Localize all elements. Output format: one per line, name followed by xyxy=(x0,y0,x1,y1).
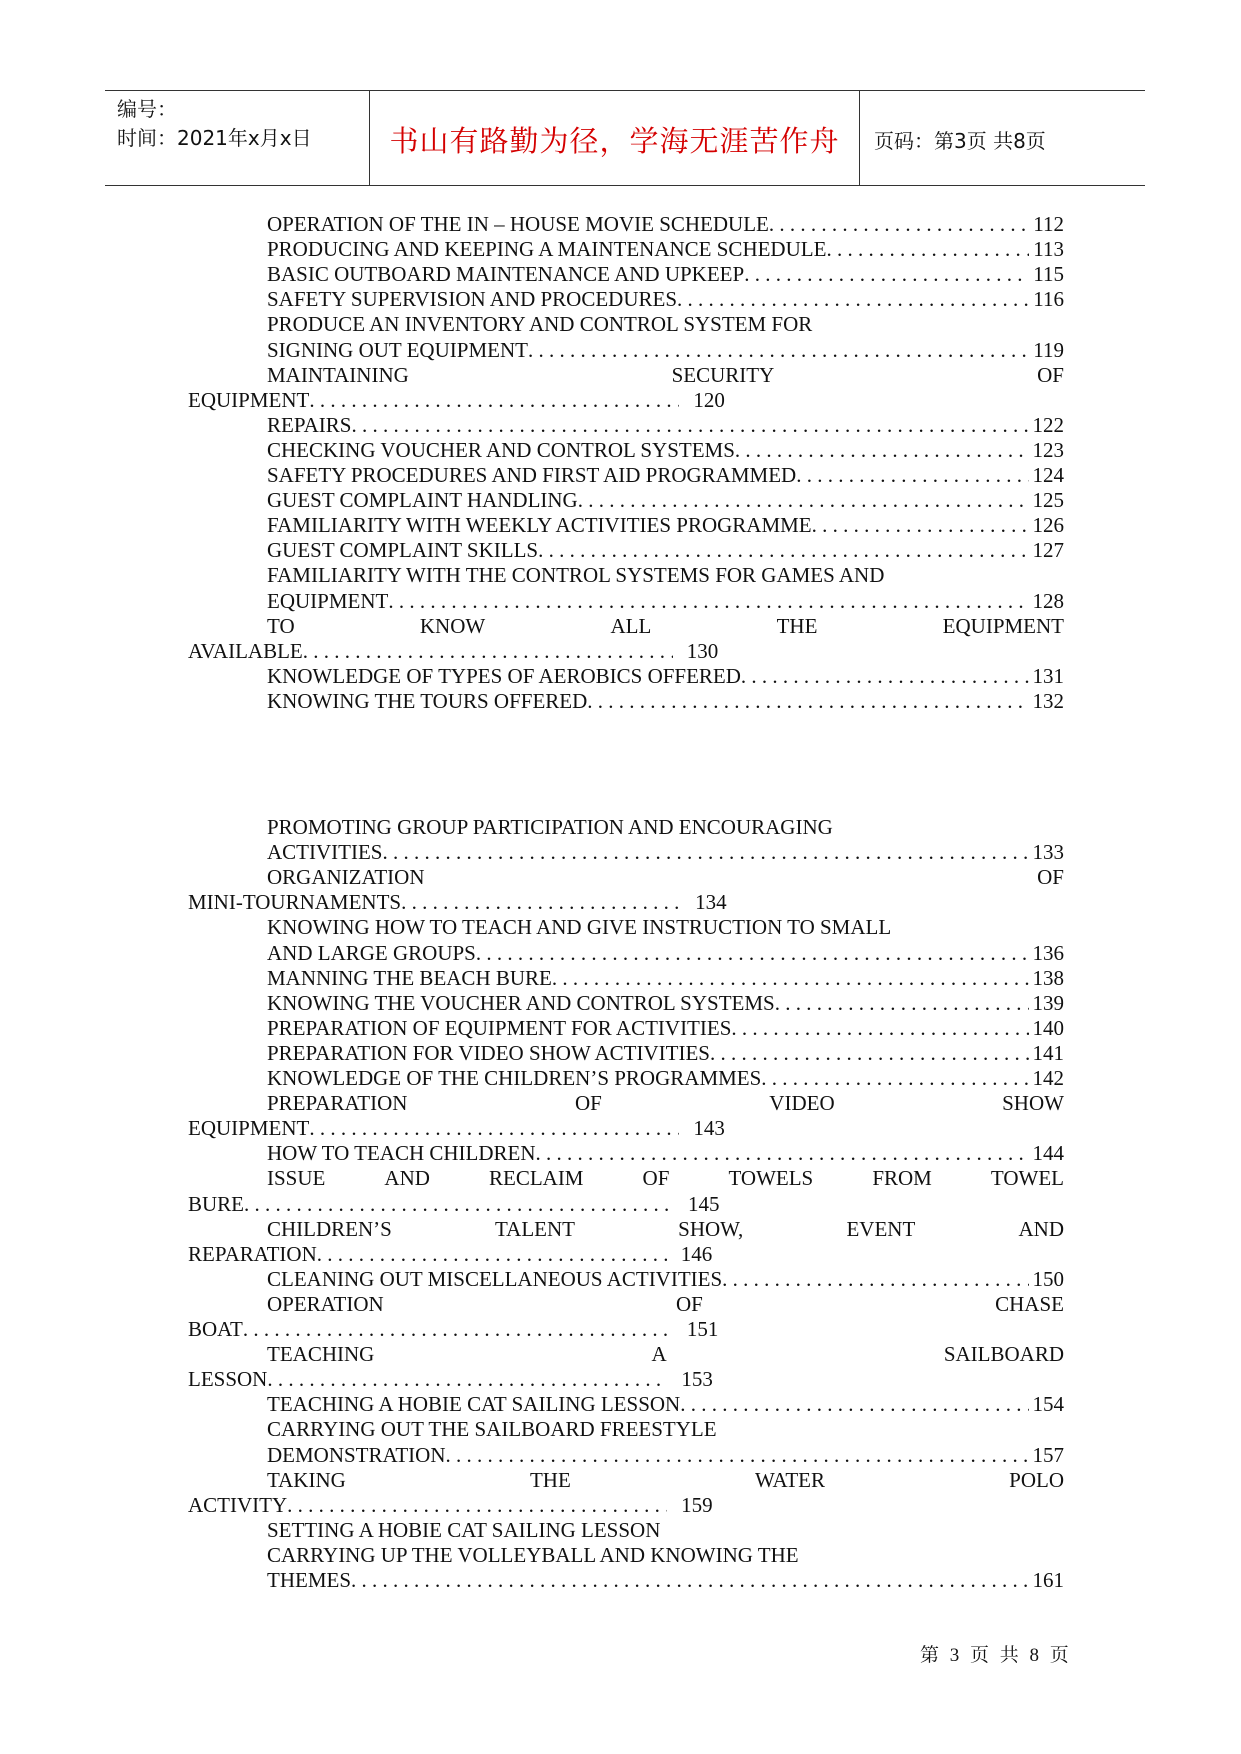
toc-entry-title: EQUIPMENT xyxy=(188,387,310,412)
toc-entry-word: OF xyxy=(1037,865,1064,890)
page-footer: 第 3 页 共 8 页 xyxy=(920,1645,1072,1666)
toc-entry-title: SIGNING OUT EQUIPMENT xyxy=(267,337,528,362)
toc-entry xyxy=(267,413,1064,438)
toc-entry xyxy=(267,1066,1064,1091)
toc-entry-page: 122 xyxy=(1032,412,1064,437)
toc-entry-word: CHILDREN’S xyxy=(267,1216,392,1241)
toc-entry-page: 139 xyxy=(1032,990,1064,1015)
toc-entry xyxy=(188,388,725,413)
toc-entry xyxy=(267,1091,1064,1116)
toc-leader-dots xyxy=(267,1367,667,1392)
toc-entry-page: 127 xyxy=(1032,538,1064,563)
toc-leader-dots xyxy=(796,463,1028,488)
toc-entry-word: OPERATION xyxy=(267,1291,384,1316)
toc-entry-page: 146 xyxy=(680,1241,713,1266)
toc-leader-dots xyxy=(243,1317,673,1342)
toc-entry-page: 124 xyxy=(1032,463,1064,487)
toc-entry-word: OF xyxy=(574,1091,602,1116)
toc-entry xyxy=(267,1443,1064,1468)
toc-entry-page: 126 xyxy=(1032,513,1064,538)
toc-entry-page: 157 xyxy=(1032,1442,1064,1467)
toc-entry xyxy=(267,589,1064,614)
toc-entry-title: KNOWLEDGE OF TYPES OF AEROBICS OFFERED xyxy=(267,663,741,688)
toc-leader-dots xyxy=(309,388,679,413)
toc-entry xyxy=(267,664,1064,689)
toc-entry-page: 142 xyxy=(1032,1066,1064,1090)
toc-entry-word: VIDEO xyxy=(769,1091,835,1116)
document-time-label: 时间：2021年x月x日 xyxy=(117,126,312,150)
toc-entry xyxy=(267,338,1064,363)
toc-entry-word: ORGANIZATION xyxy=(267,865,425,890)
toc-entry-title: ACTIVITIES xyxy=(267,840,383,865)
toc-entry xyxy=(267,865,1064,890)
toc-entry xyxy=(267,237,1064,262)
toc-leader-dots xyxy=(680,1392,1028,1417)
toc-entry xyxy=(267,563,1064,588)
toc-entry-title: KNOWING HOW TO TEACH AND GIVE INSTRUCTION TO SMALL xyxy=(267,915,892,940)
toc-entry-word: TOWEL xyxy=(990,1166,1064,1191)
toc-entry-title: FAMILIARITY WITH WEEKLY ACTIVITIES PROGRAMME xyxy=(267,513,812,538)
toc-leader-dots xyxy=(287,1493,667,1518)
toc-entry-title: BURE xyxy=(188,1191,245,1216)
toc-entry xyxy=(267,991,1064,1016)
toc-leader-dots xyxy=(769,212,1029,237)
toc-entry-word: SAILBOARD xyxy=(943,1342,1064,1367)
toc-entry xyxy=(188,1317,718,1342)
toc-leader-dots xyxy=(735,438,1029,463)
toc-entry-title: THEMES xyxy=(267,1568,351,1592)
toc-leader-dots xyxy=(741,664,1029,689)
toc-entry-title: AND LARGE GROUPS xyxy=(267,940,476,965)
toc-entry-page: 115 xyxy=(1033,262,1064,287)
header-motto: 书山有路勤为径，学海无涯苦作舟 xyxy=(389,124,840,158)
toc-entry-title: BOAT xyxy=(188,1317,243,1341)
toc-entry-word: POLO xyxy=(1009,1467,1064,1492)
toc-entry-word: ALL xyxy=(610,613,652,638)
toc-entry-title: MINI-TOURNAMENTS xyxy=(188,890,402,915)
toc-entry xyxy=(267,915,1064,940)
toc-entry-title: PREPARATION OF EQUIPMENT FOR ACTIVITIES xyxy=(267,1015,732,1040)
toc-entry-title: KNOWLEDGE OF THE CHILDREN’S PROGRAMMES xyxy=(267,1066,762,1090)
toc-entry-word: KNOW xyxy=(419,613,486,638)
toc-entry-word: TAKING xyxy=(267,1467,346,1492)
toc-entry-page: 123 xyxy=(1032,437,1064,462)
toc-entry xyxy=(267,1342,1064,1367)
toc-entry-title: KNOWING THE TOURS OFFERED xyxy=(267,688,588,713)
toc-entry-page: 112 xyxy=(1033,212,1064,236)
toc-leader-dots xyxy=(812,513,1029,538)
toc-entry-word: OF xyxy=(642,1166,670,1191)
toc-leader-dots xyxy=(303,639,673,664)
toc-entry-word: A xyxy=(651,1342,667,1367)
toc-entry-page: 140 xyxy=(1032,1015,1064,1040)
toc-leader-dots xyxy=(476,941,1029,966)
toc-entry-page: 119 xyxy=(1033,337,1064,362)
toc-entry-word: WATER xyxy=(754,1467,825,1492)
toc-entry-page: 150 xyxy=(1032,1266,1064,1291)
toc-entry xyxy=(188,1493,713,1518)
toc-entry-word: SHOW, xyxy=(678,1216,744,1241)
toc-entry-page: 113 xyxy=(1033,237,1064,262)
toc-entry-page: 141 xyxy=(1032,1040,1064,1065)
toc-leader-dots xyxy=(382,840,1028,865)
toc-entry xyxy=(267,1543,1064,1568)
toc-leader-dots xyxy=(309,1116,679,1141)
toc-entry xyxy=(267,312,1064,337)
toc-entry-word: PREPARATION xyxy=(267,1091,408,1116)
toc-entry xyxy=(267,966,1064,991)
toc-entry-page: 136 xyxy=(1032,940,1064,965)
toc-entry-page: 153 xyxy=(681,1367,713,1392)
toc-entry-page: 133 xyxy=(1032,840,1064,865)
toc-entry xyxy=(267,689,1064,714)
toc-entry-page: 120 xyxy=(693,387,725,412)
toc-entry-page: 159 xyxy=(681,1492,713,1517)
toc-leader-dots xyxy=(552,966,1029,991)
toc-leader-dots xyxy=(317,1242,667,1267)
toc-entry-page: 128 xyxy=(1032,588,1064,613)
toc-entry-page: 138 xyxy=(1032,965,1064,990)
toc-entry-title: SAFETY SUPERVISION AND PROCEDURES xyxy=(267,287,678,312)
toc-entry-title: KNOWING THE VOUCHER AND CONTROL SYSTEMS xyxy=(267,990,775,1015)
toc-entry xyxy=(188,890,727,915)
toc-entry xyxy=(267,363,1064,388)
toc-entry-title: LESSON xyxy=(188,1367,268,1392)
toc-entry-word: OF xyxy=(675,1291,703,1316)
toc-entry xyxy=(267,463,1064,488)
toc-entry-word: RECLAIM xyxy=(488,1166,584,1191)
toc-leader-dots xyxy=(528,338,1029,363)
toc-entry-word: OF xyxy=(1037,362,1064,387)
toc-entry-title: TEACHING A HOBIE CAT SAILING LESSON xyxy=(267,1392,681,1417)
toc-leader-dots xyxy=(761,1066,1028,1091)
toc-entry-title: GUEST COMPLAINT HANDLING xyxy=(267,488,578,513)
toc-entry-word: SHOW xyxy=(1002,1091,1064,1116)
toc-entry xyxy=(267,262,1064,287)
toc-entry-title: DEMONSTRATION xyxy=(267,1442,446,1467)
toc-entry-word: FROM xyxy=(872,1166,932,1191)
toc-entry-title: SAFETY PROCEDURES AND FIRST AID PROGRAMMED xyxy=(267,463,797,487)
toc-entry-title: OPERATION OF THE IN – HOUSE MOVIE SCHEDULE xyxy=(267,212,769,236)
toc-entry-word: AND xyxy=(1018,1216,1064,1241)
toc-entry xyxy=(267,1016,1064,1041)
toc-entry xyxy=(188,1192,720,1217)
toc-entry-title: PRODUCING AND KEEPING A MAINTENANCE SCHEDULE xyxy=(267,237,827,262)
toc-entry xyxy=(267,1141,1064,1166)
toc-leader-dots xyxy=(775,991,1029,1016)
toc-entry xyxy=(188,1116,725,1141)
toc-entry xyxy=(267,1392,1064,1417)
toc-entry-title: CHECKING VOUCHER AND CONTROL SYSTEMS xyxy=(267,437,735,462)
toc-entry-title: FAMILIARITY WITH THE CONTROL SYSTEMS FOR GAMES AND xyxy=(267,563,885,588)
toc-entry xyxy=(267,538,1064,563)
toc-entry xyxy=(267,1217,1064,1242)
toc-entry xyxy=(188,1367,713,1392)
toc-leader-dots xyxy=(722,1267,1028,1292)
toc-entry-word: CHASE xyxy=(995,1291,1064,1316)
toc-entry xyxy=(267,1417,1064,1442)
toc-entry-title: CARRYING UP THE VOLLEYBALL AND KNOWING THE xyxy=(267,1542,799,1567)
toc-entry xyxy=(267,840,1064,865)
toc-leader-dots xyxy=(244,1192,674,1217)
toc-leader-dots xyxy=(710,1041,1029,1066)
toc-leader-dots xyxy=(536,1141,1029,1166)
toc-entry xyxy=(267,488,1064,513)
toc-entry-title: AVAILABLE xyxy=(188,638,303,663)
toc-entry-page: 131 xyxy=(1032,663,1064,688)
toc-entry-title: PROMOTING GROUP PARTICIPATION AND ENCOURAGING xyxy=(267,815,833,839)
toc-entry xyxy=(267,1568,1064,1593)
toc-entry xyxy=(267,287,1064,312)
toc-entry xyxy=(267,941,1064,966)
toc-leader-dots xyxy=(578,488,1029,513)
toc-leader-dots xyxy=(401,890,681,915)
toc-leader-dots xyxy=(731,1016,1028,1041)
toc-entry-title: MANNING THE BEACH BURE xyxy=(267,965,552,990)
toc-entry-word: AND xyxy=(384,1166,430,1191)
toc-entry-word: MAINTAINING xyxy=(267,362,409,387)
toc-entry-page: 161 xyxy=(1032,1568,1064,1592)
toc-entry xyxy=(267,1041,1064,1066)
toc-leader-dots xyxy=(826,237,1029,262)
toc-entry-title: CARRYING OUT THE SAILBOARD FREESTYLE xyxy=(267,1417,717,1442)
toc-entry-word: EVENT xyxy=(846,1216,916,1241)
toc-leader-dots xyxy=(388,589,1028,614)
toc-entry-title: PREPARATION FOR VIDEO SHOW ACTIVITIES xyxy=(267,1040,710,1065)
toc-entry-page: 130 xyxy=(686,638,719,663)
toc-entry-page: 144 xyxy=(1032,1141,1064,1166)
toc-leader-dots xyxy=(587,689,1028,714)
toc-entry-page: 151 xyxy=(686,1317,719,1341)
toc-entry xyxy=(188,639,718,664)
toc-leader-dots xyxy=(351,413,1028,438)
toc-entry-page: 154 xyxy=(1032,1392,1064,1417)
document-code-label: 编号： xyxy=(117,97,177,121)
toc-entry-title: REPARATION xyxy=(188,1241,317,1266)
toc-entry-title: HOW TO TEACH CHILDREN xyxy=(267,1141,536,1166)
toc-entry-title: PRODUCE AN INVENTORY AND CONTROL SYSTEM FOR xyxy=(267,312,813,337)
toc-leader-dots xyxy=(446,1443,1029,1468)
toc-entry-page: 125 xyxy=(1032,488,1064,513)
toc-leader-dots xyxy=(744,262,1029,287)
toc-entry-page: 143 xyxy=(693,1116,725,1141)
toc-entry-word: EQUIPMENT xyxy=(942,613,1064,638)
toc-entry-word: ISSUE xyxy=(267,1166,326,1191)
toc-entry-page: 134 xyxy=(695,890,727,915)
toc-entry xyxy=(267,212,1064,237)
toc-entry xyxy=(267,1267,1064,1292)
toc-entry-title: EQUIPMENT xyxy=(188,1116,310,1141)
toc-entry-title: EQUIPMENT xyxy=(267,588,389,613)
toc-entry-title: ACTIVITY xyxy=(188,1492,288,1517)
toc-entry-title: REPAIRS xyxy=(267,412,352,437)
toc-entry-page: 116 xyxy=(1033,287,1064,312)
toc-entry xyxy=(267,1468,1064,1493)
toc-entry xyxy=(267,1166,1064,1191)
toc-entry xyxy=(267,1292,1064,1317)
toc-entry-word: TALENT xyxy=(495,1216,575,1241)
toc-entry-word: THE xyxy=(776,613,818,638)
toc-entry xyxy=(188,1242,712,1267)
toc-entry xyxy=(267,438,1064,463)
toc-entry-page: 145 xyxy=(688,1191,720,1216)
toc-entry-word: TOWELS xyxy=(728,1166,814,1191)
toc-leader-dots xyxy=(351,1568,1029,1593)
toc-entry xyxy=(267,1518,1064,1543)
toc-entry xyxy=(267,513,1064,538)
toc-entry-word: SECURITY xyxy=(671,362,775,387)
toc-entry xyxy=(267,815,1064,840)
toc-entry-title: CLEANING OUT MISCELLANEOUS ACTIVITIES xyxy=(267,1266,723,1291)
toc-leader-dots xyxy=(538,538,1028,563)
toc-entry-word: TO xyxy=(267,613,295,638)
toc-entry-word: TEACHING xyxy=(267,1342,375,1367)
toc-entry-title: GUEST COMPLAINT SKILLS xyxy=(267,538,539,563)
toc-entry-title: SETTING A HOBIE CAT SAILING LESSON xyxy=(267,1517,661,1542)
toc-entry-title: BASIC OUTBOARD MAINTENANCE AND UPKEEP xyxy=(267,262,745,287)
toc-leader-dots xyxy=(677,287,1029,312)
toc-entry xyxy=(267,614,1064,639)
toc-entry-page: 132 xyxy=(1032,688,1064,713)
toc-entry-word: THE xyxy=(529,1467,571,1492)
header-page-number: 页码：第3页 共8页 xyxy=(874,129,1046,153)
